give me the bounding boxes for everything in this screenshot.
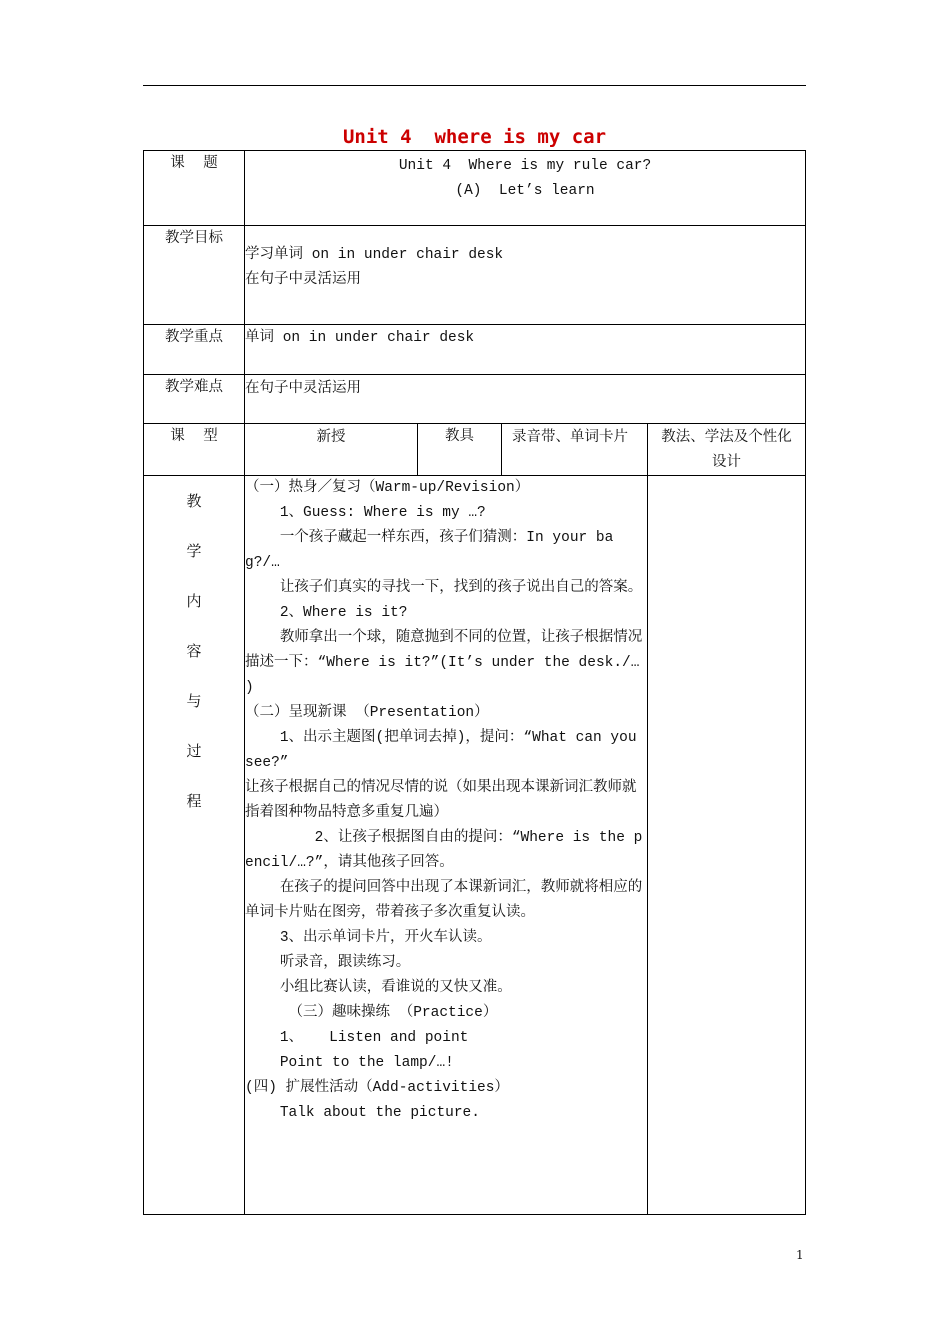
- topic-label: 课 题: [144, 151, 245, 226]
- objectives-cell: [245, 226, 806, 325]
- key-points-text: 单词 on in under chair desk: [245, 325, 806, 375]
- row-process: [144, 476, 806, 1215]
- process-label: [144, 476, 245, 1215]
- row-lesson-type: [144, 424, 806, 476]
- row-key-points: [144, 325, 806, 375]
- process-line: 1、 Listen and point: [245, 1030, 469, 1046]
- process-line: 3、出示单词卡片，开火车认读。: [245, 930, 492, 946]
- difficulties-label: 教学难点: [144, 375, 245, 424]
- page-number: 1: [796, 1248, 804, 1262]
- document-title: Unit 4 where is my car: [342, 126, 607, 148]
- header-rule: [143, 85, 806, 86]
- process-line: 一个孩子藏起一样东西，孩子们猜测：In your bag?/…: [245, 530, 614, 571]
- objectives-label: 教学目标: [144, 226, 245, 325]
- lesson-type-value: 新授: [245, 424, 418, 476]
- process-line: （二）呈现新课 （Presentation）: [245, 705, 489, 721]
- process-label-char: 容: [186, 642, 202, 660]
- process-line: 2、Where is it?: [245, 605, 408, 621]
- topic-line-1: Unit 4 Where is my rule car?: [398, 158, 652, 174]
- teaching-aids-value: 录音带、单词卡片: [502, 424, 648, 476]
- process-line: 1、Guess: Where is my …?: [245, 505, 486, 521]
- row-difficulties: [144, 375, 806, 424]
- process-label-char: 与: [186, 692, 202, 710]
- lesson-plan-table: [143, 150, 806, 1215]
- topic-cell: [245, 151, 806, 226]
- process-line: 小组比赛认读，看谁说的又快又准。: [245, 980, 512, 996]
- process-label-char: 教: [186, 492, 202, 510]
- process-line: 让孩子们真实的寻找一下，找到的孩子说出自己的答案。: [245, 580, 643, 596]
- process-line: 在孩子的提问回答中出现了本课新词汇，教师就将相应的单词卡片贴在图旁，带着孩子多次重复认读。: [245, 880, 643, 921]
- process-label-char: 程: [186, 792, 202, 810]
- methods-label: 教法、学法及个性化设计: [648, 424, 806, 476]
- row-topic: [144, 151, 806, 226]
- teaching-aids-label: 教具: [418, 424, 502, 476]
- process-line: （一）热身／复习（Warm-up/Revision）: [245, 480, 530, 496]
- process-line: 2、让孩子根据图自由的提问：“Where is the pencil/…?”，请其他孩子回答。: [245, 830, 643, 871]
- process-line: Point to the lamp/…!: [245, 1055, 454, 1071]
- difficulties-text: 在句子中灵活运用: [245, 375, 806, 424]
- process-line: 让孩子根据自己的情况尽情的说（如果出现本课新词汇教师就指着图种物品特意多重复几遍）: [245, 780, 637, 821]
- process-label-char: 内: [186, 592, 202, 610]
- topic-line-2: (A) Let’s learn: [455, 183, 595, 199]
- process-line: (四) 扩展性活动（Add-activities）: [245, 1080, 509, 1096]
- process-line: （三）趣味操练 （Practice）: [245, 1005, 498, 1021]
- process-line: 听录音，跟读练习。: [245, 955, 411, 971]
- process-label-char: 过: [186, 742, 202, 760]
- methods-column-empty: [648, 476, 806, 1215]
- lesson-type-label: 课 型: [144, 424, 245, 476]
- process-line: 教师拿出一个球，随意抛到不同的位置，让孩子根据情况描述一下：“Where is it?”(It’s under the desk./… ): [245, 630, 649, 696]
- row-objectives: [144, 226, 806, 325]
- objectives-line-2: 在句子中灵活运用: [245, 272, 361, 288]
- process-line: 1、出示主题图(把单词去掉)，提问：“What can you see?”: [245, 730, 646, 771]
- key-points-label: 教学重点: [144, 325, 245, 375]
- process-content: [245, 476, 648, 1215]
- process-label-char: 学: [186, 542, 202, 560]
- process-line: Talk about the picture.: [245, 1105, 480, 1121]
- objectives-line-1: 学习单词 on in under chair desk: [245, 247, 504, 263]
